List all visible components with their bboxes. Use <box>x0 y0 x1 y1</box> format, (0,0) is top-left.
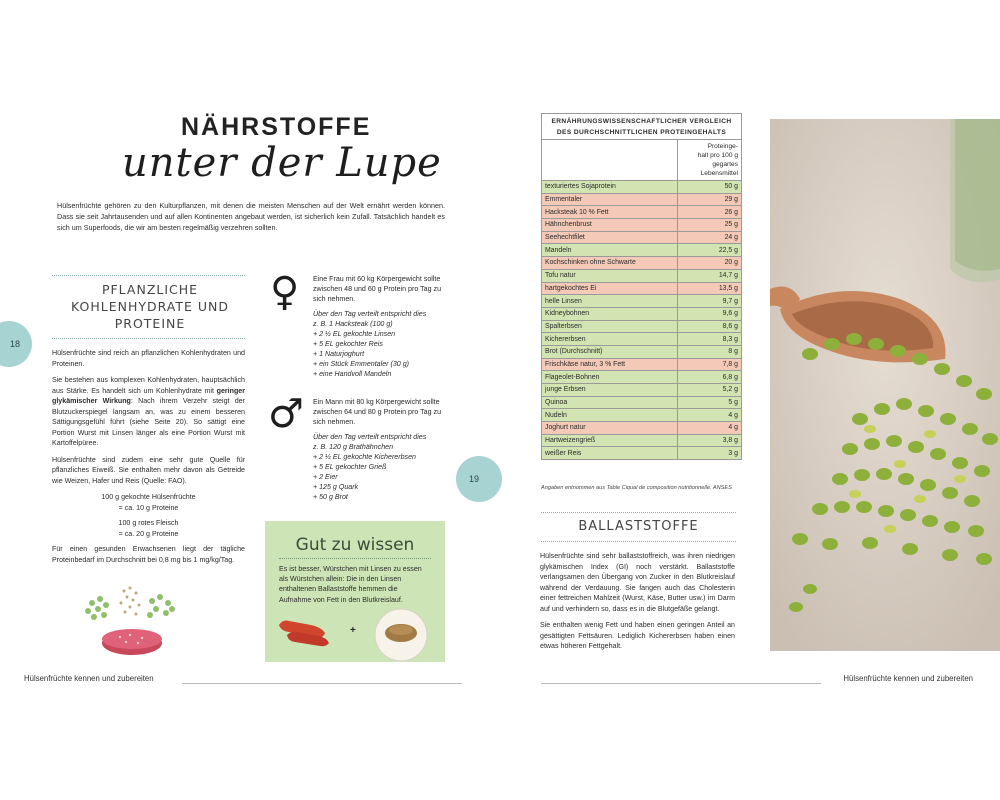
male-intro: Über den Tag verteilt entspricht dies <box>313 433 427 441</box>
table-source-note: Angaben entnommen aus Table Ciqual de composition nutritionnelle. ANSES <box>541 485 732 491</box>
protein-value: 8,6 g <box>678 320 742 333</box>
food-name: Quinoa <box>542 396 678 409</box>
female-item: + ein Stück Emmentaler (30 g) <box>313 360 410 368</box>
page-number: 19 <box>468 474 479 484</box>
food-name: Nudeln <box>542 409 678 422</box>
male-lead: Ein Mann mit 80 kg Körpergewicht sollte zwischen 64 und 80 g Protein pro Tag zu sich nehmen. <box>313 398 442 426</box>
paragraph: Hülsenfrüchte sind reich an pflanzlichen Kohlenhydraten und Proteinen. <box>52 349 245 368</box>
food-name: texturiertes Sojaprotein <box>542 181 678 194</box>
protein-value: 3,8 g <box>678 434 742 447</box>
table-row <box>542 434 742 447</box>
section-title-line: PFLANZLICHE <box>101 282 199 297</box>
section-divider <box>541 512 736 513</box>
footer-right: Hülsenfrüchte kennen und zubereiten <box>843 674 973 683</box>
section-title-fibers: BALLASTSTOFFE <box>578 519 699 534</box>
good-to-know-title: Gut zu wissen <box>295 535 415 555</box>
table-title-line: ERNÄHRUNGSWISSENSCHAFTLICHER VERGLEICH <box>551 117 732 125</box>
male-protein-block <box>313 397 453 502</box>
header-line: Proteinge- <box>707 143 738 150</box>
protein-value: 4 g <box>678 422 742 435</box>
table-title <box>542 114 742 140</box>
split-peas-photo <box>770 119 1000 651</box>
male-item: + 5 EL gekochter Grieß <box>313 463 387 471</box>
example-line: = ca. 10 g Proteine <box>118 503 179 512</box>
title-script: unter der Lupe <box>122 140 442 186</box>
table-body <box>542 181 742 460</box>
table-row <box>542 358 742 371</box>
table-row <box>542 396 742 409</box>
paragraph-text: Sie bestehen aus komplexen Kohlenhydraten, hauptsächlich aus Stärke. Es handelt sich um Kohlenhydrate mit <box>52 376 245 395</box>
protein-value: 8 g <box>678 345 742 358</box>
food-name: Spalterbsen <box>542 320 678 333</box>
protein-value: 14,7 g <box>678 269 742 282</box>
female-symbol-icon: ♀ <box>270 269 300 315</box>
male-item: + 2 ½ EL gekochte Kichererbsen <box>313 453 416 461</box>
table-row <box>542 447 742 460</box>
table-row <box>542 371 742 384</box>
table-row <box>542 422 742 435</box>
food-name: junge Erbsen <box>542 384 678 397</box>
table-row <box>542 409 742 422</box>
food-name: Kochschinken ohne Schwarte <box>542 257 678 270</box>
food-name: Emmentaler <box>542 193 678 206</box>
page-number-circle <box>0 321 32 367</box>
table-row <box>542 282 742 295</box>
protein-value: 29 g <box>678 193 742 206</box>
section-title-line: KOHLENHYDRATE UND <box>70 299 229 314</box>
male-symbol-icon: ♂ <box>268 391 304 437</box>
table-header-empty <box>542 140 678 181</box>
protein-value: 24 g <box>678 231 742 244</box>
protein-value: 7,8 g <box>678 358 742 371</box>
food-name: helle Linsen <box>542 295 678 308</box>
male-item: z. B. 120 g Brathähnchen <box>313 443 394 451</box>
page-number: 18 <box>9 339 20 349</box>
food-name: Kichererbsen <box>542 333 678 346</box>
intro-paragraph: Hülsenfrüchte gehören zu den Kulturpflanzen, mit denen die meisten Menschen auf der Welt ernährt werden können. Dass sie seit Jahrtausenden und auf allen Kontinenten angebaut werden, ist sicherlich kein Zufall. Tatsächlich handelt es sich um Superfoods, die wir am besten regelmäßig verzehren sollten. <box>57 201 445 232</box>
paragraph-text: : Nach ihrem Verzehr steigt der Blutzuckerspiegel langsam an, was zu einem besseren Sättigungsgefühl führt (siehe Seite 20). So sättigt eine Portion Wurst mit Linsen länger als eine Portion Wurst mit Kartoffelpüree. <box>52 397 245 447</box>
food-name: hartgekochtes Ei <box>542 282 678 295</box>
protein-value: 9,6 g <box>678 307 742 320</box>
table-row <box>542 219 742 232</box>
split-peas-photo-illustration <box>770 119 1000 651</box>
lentils-sausage-illustration <box>80 585 180 660</box>
paragraph: Hülsenfrüchte sind sehr ballaststoffreich, was ihren niedrigen glykämischen Index (GI) noch verstärkt. Ballaststoffe verlangsamen den Übergang von Zucker in den Blutkreislauf während der Verdauung. Sie fangen auch das Cholesterin einer fettreichen Mahlzeit (Wurst, Käse, Butter usw.) im Darm auf und verhindern so, dass es in die Blutgefäße gelangt. <box>540 552 735 613</box>
food-name: weißer Reis <box>542 447 678 460</box>
food-name: Joghurt natur <box>542 422 678 435</box>
male-item: + 50 g Brot <box>313 493 348 501</box>
food-name: Mandeln <box>542 244 678 257</box>
food-name: Hartweizengrieß <box>542 434 678 447</box>
footer-rule <box>541 683 821 684</box>
food-name: Flageolet-Bohnen <box>542 371 678 384</box>
protein-value: 6,8 g <box>678 371 742 384</box>
food-name: Frischkäse natur, 3 % Fett <box>542 358 678 371</box>
protein-value: 50 g <box>678 181 742 194</box>
table-row <box>542 269 742 282</box>
food-name: Hähnchenbrust <box>542 219 678 232</box>
table-row <box>542 345 742 358</box>
food-name: Tofu natur <box>542 269 678 282</box>
table-row <box>542 231 742 244</box>
sausage-lentils-illustration <box>265 521 445 662</box>
table-row <box>542 295 742 308</box>
paragraph: Hülsenfrüchte sind zudem eine sehr gute Quelle für pflanzliches Eiweiß. Sie enthalten mehr davon als Getreide wie Weizen, Hafer und Reis (Quelle: FAO). <box>52 455 245 485</box>
protein-value: 13,5 g <box>678 282 742 295</box>
title-top: NÄHRSTOFFE <box>181 113 372 141</box>
table-title-row <box>542 114 742 140</box>
header-line: gegartes <box>712 161 738 168</box>
protein-value: 5 g <box>678 396 742 409</box>
protein-value: 4 g <box>678 409 742 422</box>
footer-left: Hülsenfrüchte kennen und zubereiten <box>24 674 154 683</box>
female-item: + 1 Naturjoghurt <box>313 350 365 358</box>
table-row <box>542 244 742 257</box>
table-title-line: DES DURCHSCHNITTLICHEN PROTEINGEHALTS <box>556 128 727 136</box>
table-row <box>542 181 742 194</box>
food-name: Brot (Durchschnitt) <box>542 345 678 358</box>
female-item: z. B. 1 Hacksteak (100 g) <box>313 320 393 328</box>
example-line: 100 g gekochte Hülsenfrüchte <box>101 493 196 501</box>
protein-value: 5,2 g <box>678 384 742 397</box>
protein-example <box>52 518 245 539</box>
protein-value: 9,7 g <box>678 295 742 308</box>
bold-text: geringer glykämischer Wirkung <box>52 386 245 405</box>
section-title-line: PROTEINE <box>114 316 186 331</box>
good-to-know-box <box>265 521 445 662</box>
female-lead: Eine Frau mit 60 kg Körpergewicht sollte zwischen 48 und 60 g Protein pro Tag zu sich nehmen. <box>313 275 442 303</box>
protein-value: 3 g <box>678 447 742 460</box>
good-to-know-text: Es ist besser, Würstchen mit Linsen zu essen als Würstchen allein: Die in den Linsen enthaltenen Ballaststoffe hemmen die Aufnahme von Fett in den Blutkreislauf. <box>279 565 422 604</box>
footer-rule <box>182 683 462 684</box>
female-intro: Über den Tag verteilt entspricht dies <box>313 310 427 318</box>
protein-value: 22,5 g <box>678 244 742 257</box>
male-item: + 125 g Quark <box>313 483 359 491</box>
section-body-fibers <box>540 551 735 658</box>
protein-value: 25 g <box>678 219 742 232</box>
header-line: Lebensmittel <box>700 170 738 177</box>
table-header-row <box>542 140 742 181</box>
section-body-proteins <box>52 348 245 571</box>
table-row <box>542 307 742 320</box>
food-name: Seehechtfilet <box>542 231 678 244</box>
table-row <box>542 333 742 346</box>
protein-comparison-table <box>541 113 742 460</box>
plus-sign: + <box>350 625 356 636</box>
section-divider <box>52 275 245 276</box>
section-divider <box>541 541 736 542</box>
female-item: + 5 EL gekochter Reis <box>313 340 383 348</box>
section-divider <box>52 338 245 339</box>
female-item: + eine Handvoll Mandeln <box>313 370 392 378</box>
female-item: + 2 ½ EL gekochte Linsen <box>313 330 396 338</box>
protein-example <box>52 492 245 513</box>
table-row <box>542 206 742 219</box>
header-line: halt pro 100 g <box>697 152 738 159</box>
table-row <box>542 193 742 206</box>
male-item: + 2 Eier <box>313 473 338 481</box>
table-row <box>542 320 742 333</box>
protein-value: 8,3 g <box>678 333 742 346</box>
example-line: 100 g rotes Fleisch <box>118 519 179 527</box>
paragraph <box>52 375 245 449</box>
paragraph: Sie enthalten wenig Fett und haben einen geringen Anteil an gesättigten Fettsäuren. Lediglich Kichererbsen haben einen etwas höheren Fettgehalt. <box>540 621 735 650</box>
food-name: Hacksteak 10 % Fett <box>542 206 678 219</box>
food-name: Kidneybohnen <box>542 307 678 320</box>
protein-value: 26 g <box>678 206 742 219</box>
table-column-header <box>678 140 742 181</box>
protein-value: 20 g <box>678 257 742 270</box>
table-row <box>542 257 742 270</box>
table-row <box>542 384 742 397</box>
page-number-circle <box>456 456 502 502</box>
female-protein-block <box>313 274 453 379</box>
section-title-proteins <box>55 281 245 332</box>
example-line: = ca. 20 g Proteine <box>118 529 179 538</box>
paragraph: Für einen gesunden Erwachsenen liegt der tägliche Proteinbedarf im Durchschnitt bei 0,8 mg bis 1 mg/kg/Tag. <box>52 545 245 564</box>
